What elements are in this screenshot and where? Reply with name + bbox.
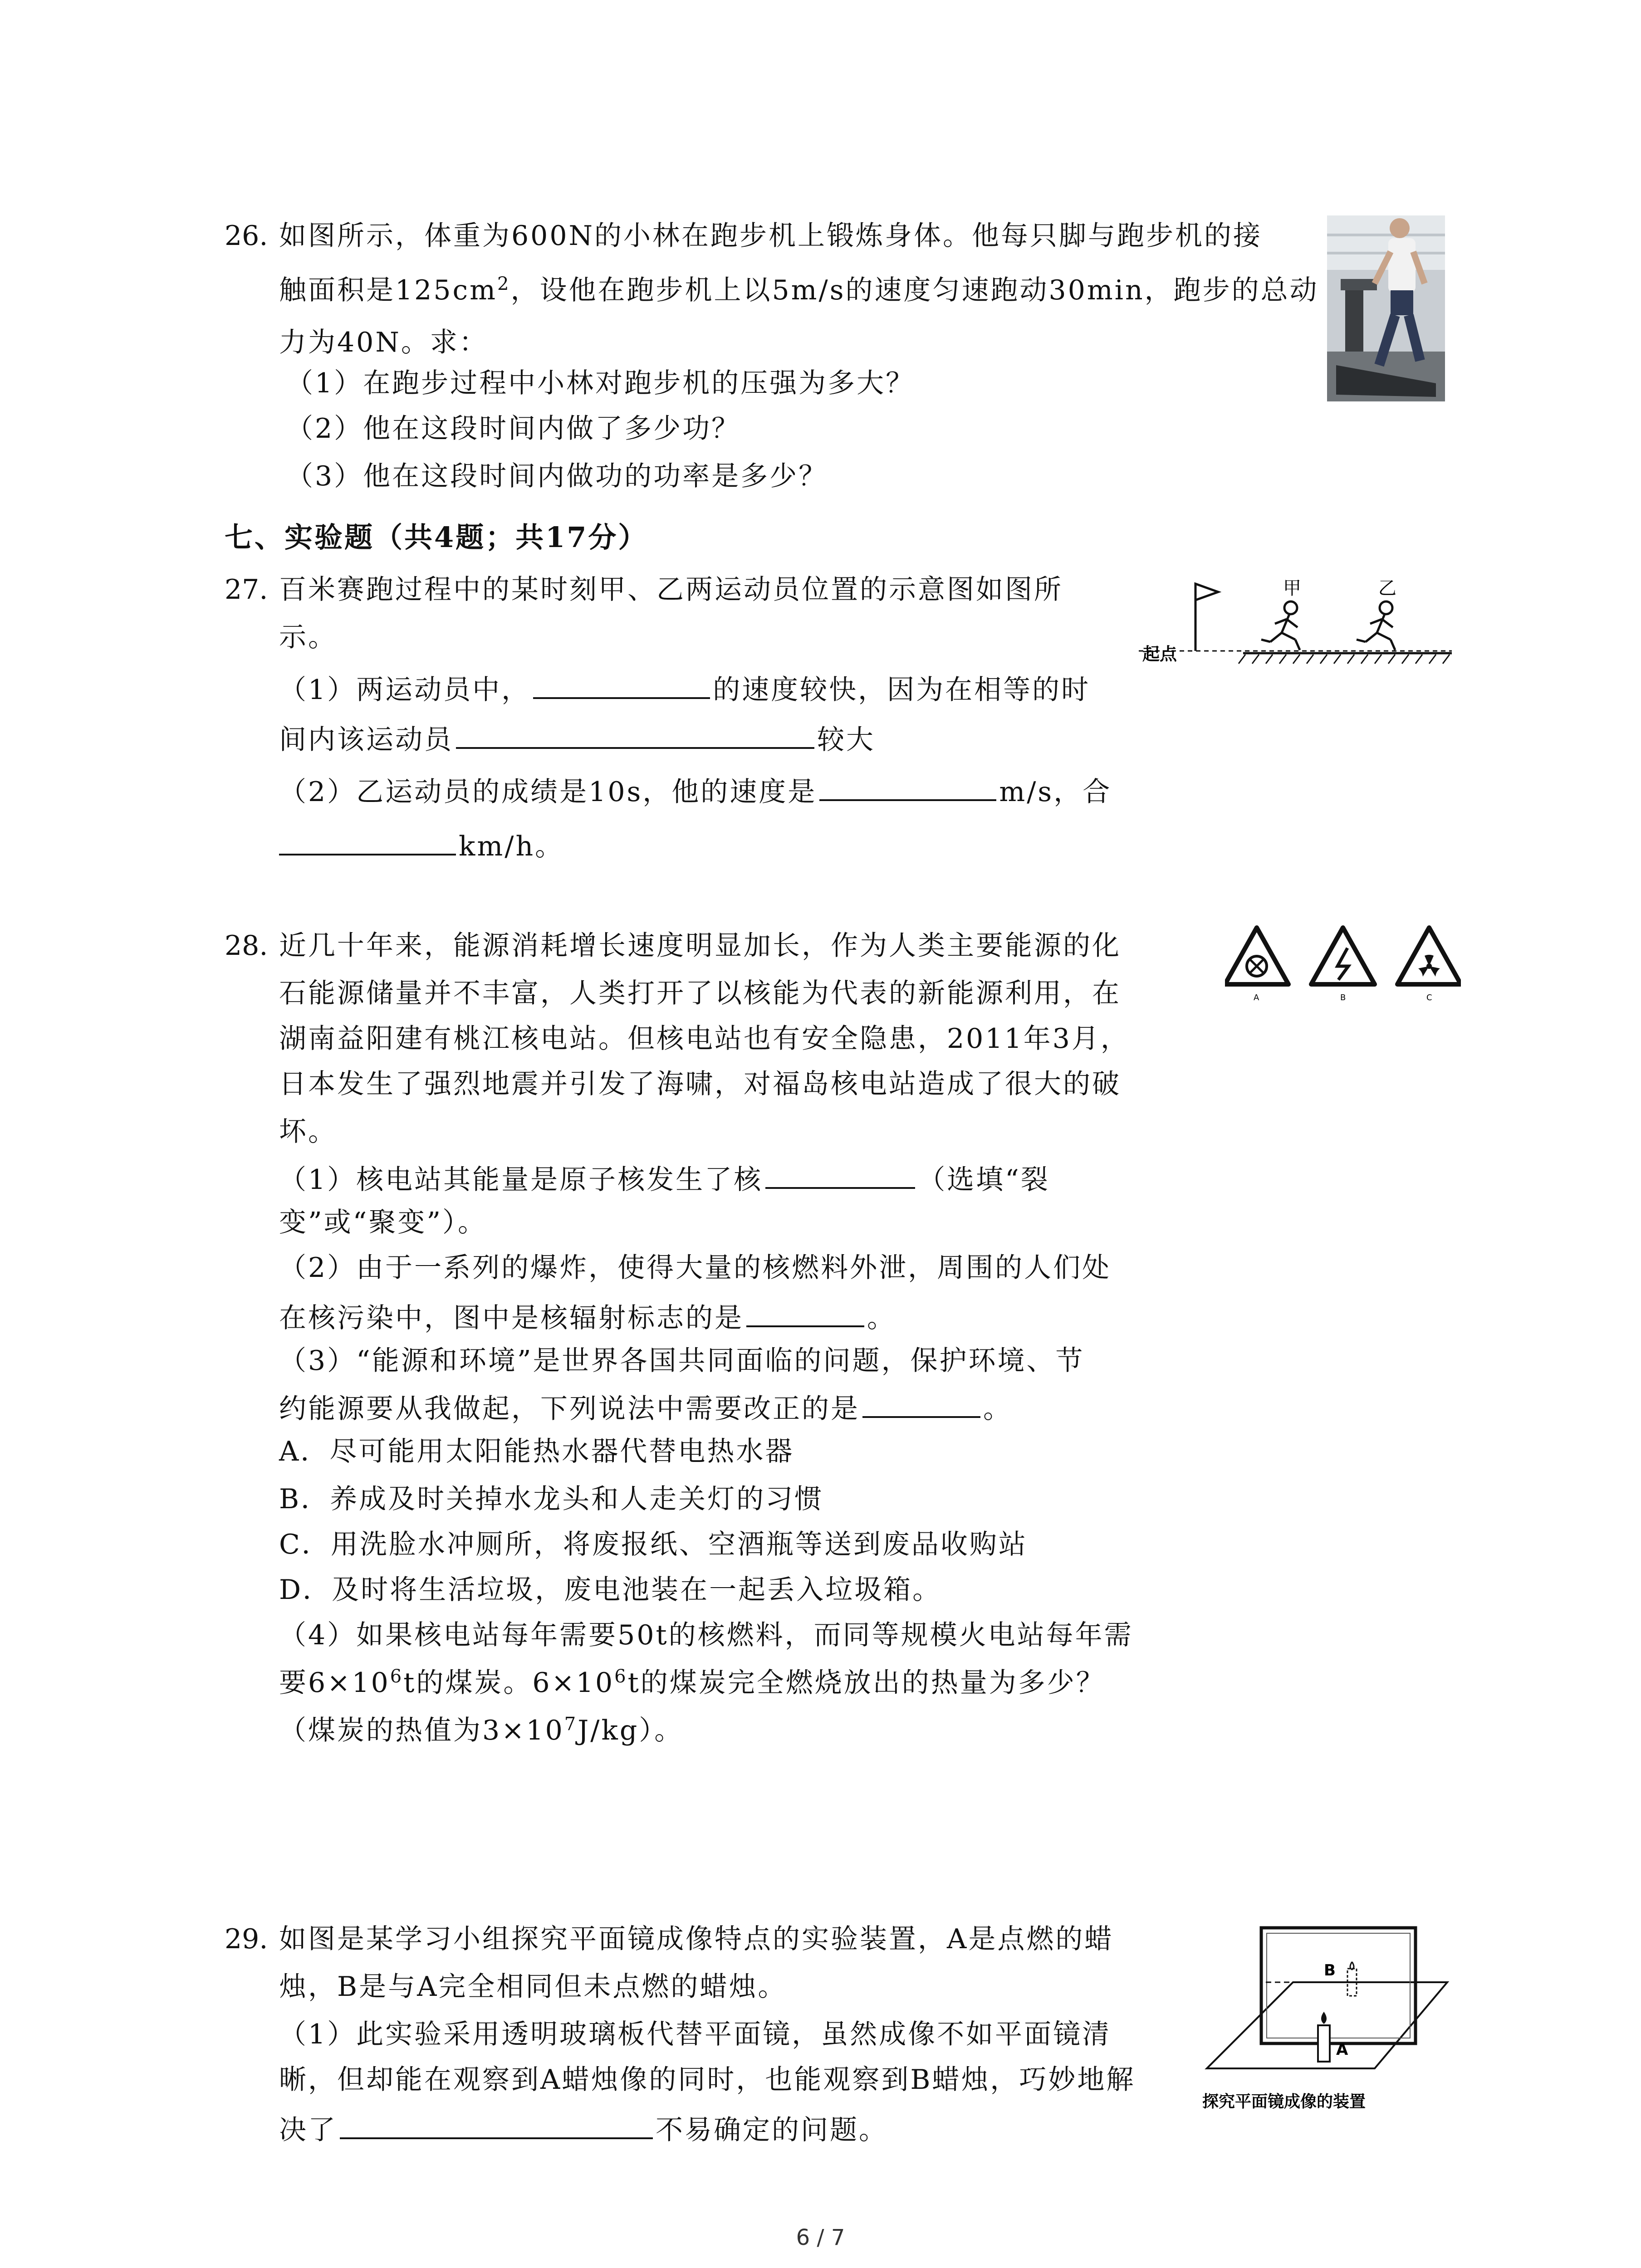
label-start: 起点 <box>1142 644 1177 664</box>
runner-yi <box>1357 601 1395 650</box>
question-text: 如图所示，体重为600N的小林在跑步机上锻炼身体。他每只脚与跑步机的接 <box>279 220 1263 252</box>
plane-mirror-apparatus <box>1202 1919 1456 2118</box>
race-diagram <box>1139 574 1452 671</box>
treadmill-photo <box>1327 215 1445 401</box>
question-text: 烛，B是与A完全相同但未点燃的蜡烛。 <box>279 1971 787 2003</box>
question-text: 石能源储量并不丰富，人类打开了以核能为代表的新能源利用，在 <box>279 978 1121 1009</box>
sub-question: 间内该运动员 较大 <box>279 719 875 758</box>
sub-question: 约能源要从我做起，下列说法中需要改正的是 。 <box>279 1388 1012 1427</box>
label-b: B <box>1324 1961 1336 1980</box>
answer-blank[interactable] <box>819 771 996 801</box>
sub-question: （2）他在这段时间内做了多少功？ <box>286 413 741 445</box>
figure-caption: 探究平面镜成像的装置 <box>1202 2092 1366 2111</box>
warning-sign-b-icon <box>1311 928 1375 1002</box>
question-text: 示。 <box>279 621 337 653</box>
question-text: 力为40N。求： <box>279 327 488 358</box>
option-b: B．养成及时关掉水龙头和人走关灯的习惯 <box>279 1483 824 1515</box>
answer-blank[interactable] <box>765 1159 915 1189</box>
sub-question: 决了 不易确定的问题。 <box>279 2109 888 2148</box>
sub-question: （4）如果核电站每年需要50t的核燃料，而同等规模火电站每年需 <box>279 1619 1133 1651</box>
label-yi: 乙 <box>1378 578 1396 599</box>
option-c: C．用洗脸水冲厕所，将废报纸、空酒瓶等送到废品收购站 <box>279 1529 1028 1560</box>
sub-question: 晰，但却能在观察到A蜡烛像的同时，也能观察到B蜡烛，巧妙地解 <box>279 2064 1136 2096</box>
svg-text:C: C <box>1426 993 1432 1002</box>
question-text: 触面积是$125cm^2$，设他在跑步机上以5m/s的速度匀速跑动30min，跑步的总动 <box>279 274 1319 306</box>
answer-blank[interactable] <box>456 719 814 749</box>
answer-blank[interactable] <box>746 1297 864 1327</box>
sub-question: （1）两运动员中， 的速度较快，因为在相等的时 <box>279 669 1090 708</box>
sub-question: （2）由于一系列的爆炸，使得大量的核燃料外泄，周围的人们处 <box>279 1252 1112 1284</box>
section-heading: 七、实验题（共4题；共17分） <box>225 521 648 554</box>
runner-jia <box>1261 601 1300 650</box>
question-text: 近几十年来，能源消耗增长速度明显加长，作为人类主要能源的化 <box>279 930 1121 962</box>
warning-signs <box>1225 923 1461 1005</box>
option-a: A．尽可能用太阳能热水器代替电热水器 <box>279 1436 794 1467</box>
answer-blank[interactable] <box>862 1388 980 1418</box>
answer-blank[interactable] <box>279 826 456 855</box>
warning-sign-a-icon <box>1225 928 1288 1002</box>
sub-question: km/h。 <box>279 826 564 865</box>
sub-question: 变”或“聚变”）。 <box>279 1207 487 1238</box>
svg-text:B: B <box>1340 993 1346 1002</box>
sub-question: 在核污染中，图中是核辐射标志的是 。 <box>279 1297 896 1336</box>
question-number: 26. <box>225 220 268 252</box>
question-number: 28. <box>225 930 268 962</box>
answer-blank[interactable] <box>340 2109 653 2139</box>
question-text: 坏。 <box>279 1116 337 1148</box>
question-text: 日本发生了强烈地震并引发了海啸，对福岛核电站造成了很大的破 <box>279 1068 1121 1100</box>
sub-question: （2）乙运动员的成绩是10s，他的速度是 m/s，合 <box>279 771 1112 810</box>
sub-question: （3）“能源和环境”是世界各国共同面临的问题，保护环境、节 <box>279 1345 1085 1377</box>
question-number: 29. <box>225 1923 268 1955</box>
sub-question: （1）核电站其能量是原子核发生了核 （选填“裂 <box>279 1159 1050 1198</box>
label-a: A <box>1336 2041 1348 2059</box>
page-number: 6 / 7 <box>796 2225 845 2250</box>
sub-question: 要$6\times 10^6t$的煤炭。$6\times 10^6t$的煤炭完全燃烧放出的热量为多少？ <box>279 1666 1105 1699</box>
sub-question: （3）他在这段时间内做功的功率是多少？ <box>286 460 828 492</box>
label-jia: 甲 <box>1283 578 1301 599</box>
sub-question: （1）在跑步过程中小林对跑步机的压强为多大？ <box>286 367 915 399</box>
sub-question: （1）此实验采用透明玻璃板代替平面镜，虽然成像不如平面镜清 <box>279 2019 1112 2050</box>
option-d: D．及时将生活垃圾，废电池装在一起丢入垃圾箱。 <box>279 1574 942 1606</box>
sub-question: （煤炭的热值为$3\times 10^7J/kg$）。 <box>279 1714 684 1746</box>
question-text: 百米赛跑过程中的某时刻甲、乙两运动员位置的示意图如图所 <box>279 574 1063 606</box>
question-text: 如图是某学习小组探究平面镜成像特点的实验装置，A是点燃的蜡 <box>279 1923 1114 1955</box>
radiation-sign-c-icon <box>1397 928 1461 1002</box>
question-text: 湖南益阳建有桃江核电站。但核电站也有安全隐患，2011年3月， <box>279 1023 1130 1055</box>
answer-blank[interactable] <box>533 669 710 699</box>
svg-text:A: A <box>1254 993 1259 1002</box>
question-number: 27. <box>225 574 268 606</box>
